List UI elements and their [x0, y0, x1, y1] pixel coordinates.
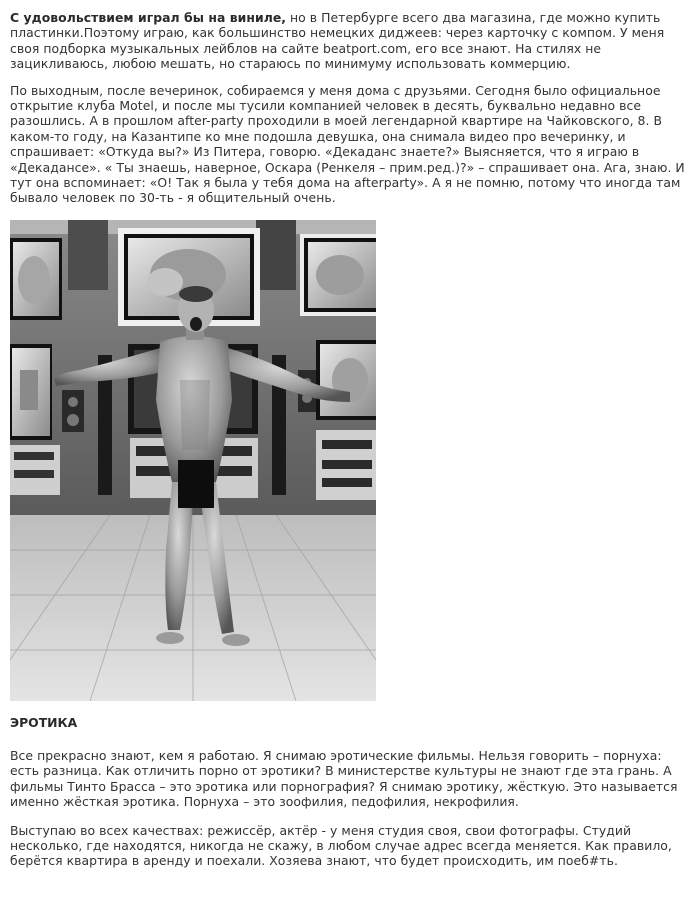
tv-top-left	[10, 238, 62, 320]
paragraph-vinyl	[10, 10, 690, 72]
censor-block	[178, 460, 214, 508]
article-body	[10, 10, 690, 869]
tv-top-right	[300, 234, 376, 316]
paragraph-work: Все прекрасно знают, кем я работаю. Я снимаю эротические фильмы. Нельзя говорить – порнуха: есть разница. Как отличить порно от эротики? В министерстве культуры не знают где эта грань. А фильмы Тинто Брасса – это эротика или порнография? Я снимаю эротику, жёсткую. Это называется именно жёсткая эротика. Порнуха – это зоофилия, педофилия, некрофилия.	[10, 747, 678, 810]
paragraph-vinyl-text: но в Петербурге всего два магазина, где можно купить пластинки.Поэтому играю, как большинство немецких диджеев: через карточку с компом. У меня своя подборка музыкальных лейблов на сайте beatport.com, его все знают. На стилях не зацикливаюсь, любою мешать, но стараюсь по минимуму использовать коммерцию.	[10, 10, 665, 72]
paragraph-weekends: По выходным, после вечеринок, собираемся у меня дома с друзьями. Сегодня было официальное открытие клуба Motel, и после мы тусили компанией человек в десять, буквально недавно все разошлись. А в прошлом after-party проходили в моей легендарной квартире на Чайковского, 8. В каком-то году, на Казантипе ко мне подошла девушка, она снимала видео про вечеринку, и спрашивает: «Откуда вы?» Из Питера, говорю. «Декаданс знаете?» Выясняется, что я играю в «Декадансе». « Ты знаешь, наверное, Оскара (Ренкеля – прим.ред.)?» – спрашивает она. Ага, знаю. И тут она вспоминает: «О! Так я была у тебя дома на afterparty». А я не помню, потому что иногда там бывало человек по 30-ть - я общительный очень.	[10, 82, 685, 206]
tv-mid-left	[10, 344, 52, 440]
tv-mid-right	[316, 340, 376, 420]
photo-illustration	[10, 220, 376, 701]
paragraph-vinyl-lead: С удовольствием играл бы на виниле,	[10, 10, 287, 25]
article-photo	[10, 220, 376, 701]
section-heading-erotica: ЭРОТИКА	[10, 714, 78, 730]
paragraph-studio: Выступаю во всех качествах: режиссёр, актёр - у меня студия своя, свои фотографы. Студий несколько, где находятся, никогда не скажу, в любом случае адрес всегда меняется. Как правило, берётся квартира в аренду и поехали. Хозяева знают, что будет происходить, им поеб#ть.	[10, 822, 672, 869]
